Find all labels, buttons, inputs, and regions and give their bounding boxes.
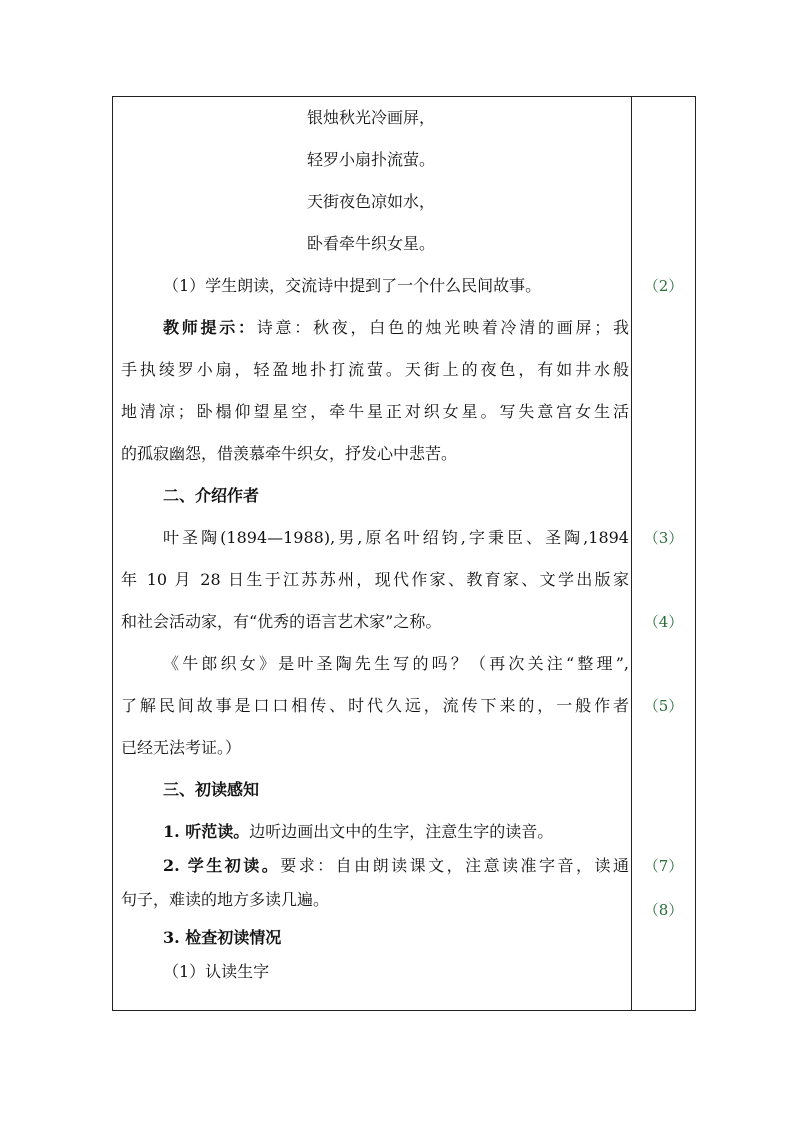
step-3-sub: （1）认读生字 [163, 962, 270, 981]
question-line-1: 《牛郎织女》是叶圣陶先生写的吗？（再次关注“整理”, [163, 654, 629, 673]
poem-line-4: 卧看牵牛织女星。 [307, 234, 436, 253]
step-1 [163, 821, 553, 843]
poem-line-3: 天街夜色凉如水， [307, 192, 436, 211]
step-2 [163, 855, 629, 877]
teacher-hint-label: 教师提示： [163, 318, 257, 337]
step-2-label: 2. 学生初读。 [163, 856, 281, 875]
author-line-1: 叶圣陶(1894—1988),男,原名叶绍钧,字秉臣、圣陶,1894 [163, 528, 629, 547]
teacher-hint-line-2: 手执绫罗小扇，轻盈地扑打流萤。天街上的夜色，有如井水般 [121, 360, 629, 379]
question-line-2: 了解民间故事是口口相传、时代久远，流传下来的，一般作者 [121, 696, 629, 715]
side-note-2: （2） [643, 277, 684, 295]
question-line-3: 已经无法考证。） [121, 738, 242, 757]
author-line-3: 和社会活动家，有“优秀的语言艺术家”之称。 [121, 612, 442, 631]
poem-line-2: 轻罗小扇扑流萤。 [307, 150, 436, 169]
teacher-hint-text: 诗意：秋夜，白色的烛光映着冷清的画屏；我 [256, 318, 629, 337]
side-note-5: （5） [643, 697, 684, 715]
step-3: 3. 检查初读情况 [163, 928, 282, 947]
step-1-text: 边听边画出文中的生字，注意生字的读音。 [249, 822, 554, 841]
step-1-label: 1. 听范读。 [163, 822, 250, 841]
section-heading-3: 三、初读感知 [163, 780, 260, 799]
lesson-table [112, 96, 696, 1011]
author-line-2: 年 10 月 28 日生于江苏苏州，现代作家、教育家、文学出版家 [121, 570, 629, 589]
teacher-hint-line-4: 的孤寂幽怨，借羡慕牵牛织女，抒发心中悲苦。 [121, 444, 458, 463]
side-note-4: （4） [643, 613, 684, 631]
poem-line-1: 银烛秋光冷画屏， [307, 108, 436, 127]
side-note-8: （8） [643, 901, 684, 919]
section-heading-2: 二、介绍作者 [163, 486, 260, 505]
side-note-3: （3） [643, 529, 684, 547]
side-note-7: （7） [643, 857, 684, 875]
step-2-continued: 句子，难读的地方多读几遍。 [121, 890, 330, 909]
question-1: （1）学生朗读，交流诗中提到了一个什么民间故事。 [163, 276, 542, 295]
step-2-text: 要求：自由朗读课文，注意读准字音，读通 [280, 856, 629, 875]
teacher-hint-line-1 [163, 317, 629, 339]
teacher-hint-line-3: 地清凉；卧榻仰望星空，牵牛星正对织女星。写失意宫女生活 [121, 402, 629, 421]
